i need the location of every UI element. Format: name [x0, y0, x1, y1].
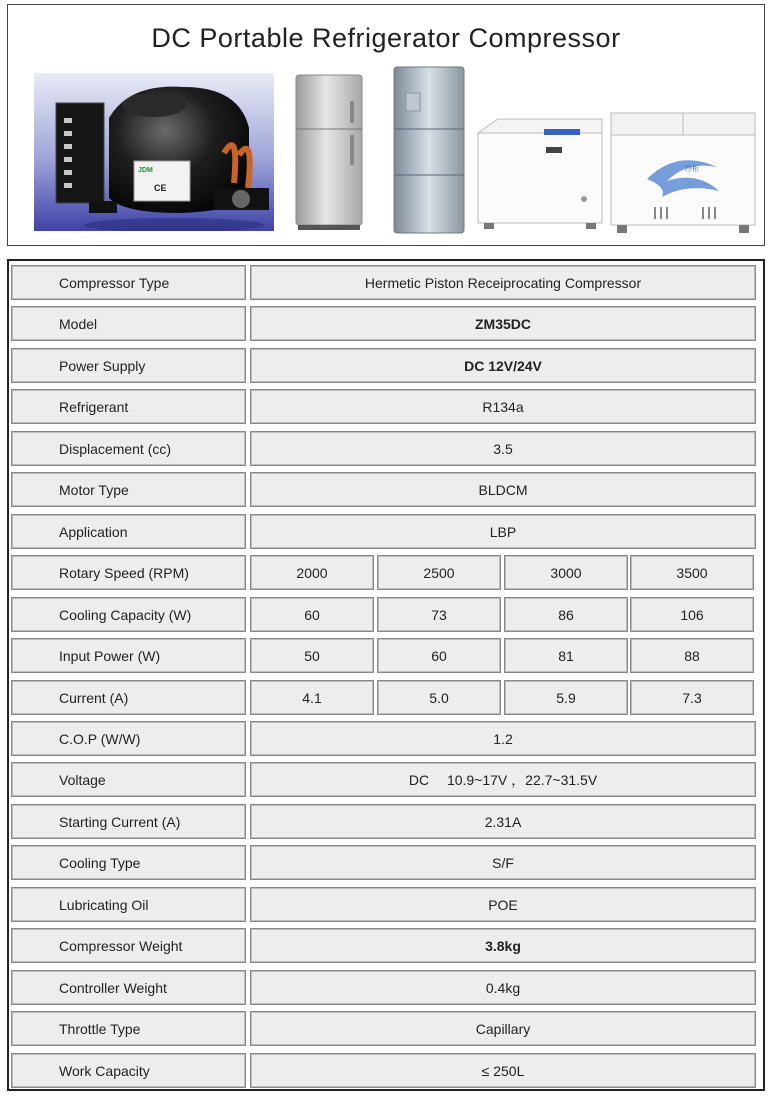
- spec-value: POE: [250, 887, 756, 922]
- spec-table: [7, 259, 765, 1091]
- spec-value: R134a: [250, 389, 756, 424]
- spec-label: Displacement (cc): [11, 431, 246, 466]
- spec-value: 1.2: [250, 721, 756, 756]
- spec-label: Motor Type: [11, 472, 246, 507]
- ce-mark: CE: [154, 183, 167, 193]
- spec-subvalue: 50: [250, 638, 374, 673]
- spec-label: Model: [11, 306, 246, 341]
- spec-subvalue: 60: [250, 597, 374, 632]
- spec-value: 2.31A: [250, 804, 756, 839]
- spec-subvalue: 73: [377, 597, 501, 632]
- spec-value: DC 12V/24V: [250, 348, 756, 383]
- spec-label: Current (A): [11, 680, 246, 715]
- spec-label: Work Capacity: [11, 1053, 246, 1088]
- spec-subvalue: 2000: [250, 555, 374, 590]
- spec-subvalue: 2500: [377, 555, 501, 590]
- spec-subvalue: 81: [504, 638, 628, 673]
- spec-label: Compressor Type: [11, 265, 246, 300]
- chest-freezer-large-photo: [607, 109, 759, 237]
- spec-subvalue: 5.9: [504, 680, 628, 715]
- spec-subvalue: 4.1: [250, 680, 374, 715]
- spec-value: BLDCM: [250, 472, 756, 507]
- page-title: DC Portable Refrigerator Compressor: [151, 23, 621, 53]
- spec-label: Starting Current (A): [11, 804, 246, 839]
- spec-value: DC 10.9~17V ，22.7~31.5V: [250, 762, 756, 797]
- spec-value: 3.8kg: [250, 928, 756, 963]
- spec-subvalue: 86: [504, 597, 628, 632]
- spec-label: Lubricating Oil: [11, 887, 246, 922]
- spec-subvalue: 3000: [504, 555, 628, 590]
- fridge-two-door-photo: [292, 71, 368, 233]
- spec-label: Cooling Capacity (W): [11, 597, 246, 632]
- spec-value: Capillary: [250, 1011, 756, 1046]
- chest-freezer-small-photo: [474, 113, 606, 233]
- spec-value: 3.5: [250, 431, 756, 466]
- spec-subvalue: 7.3: [630, 680, 754, 715]
- spec-subvalue: 3500: [630, 555, 754, 590]
- spec-value: LBP: [250, 514, 756, 549]
- spec-label: Cooling Type: [11, 845, 246, 880]
- spec-value: Hermetic Piston Receiprocating Compressor: [250, 265, 756, 300]
- spec-label: C.O.P (W/W): [11, 721, 246, 756]
- spec-label: Refrigerant: [11, 389, 246, 424]
- compressor-logo: JDM: [138, 167, 153, 174]
- spec-subvalue: 5.0: [377, 680, 501, 715]
- fridge-three-door-photo: [388, 63, 470, 239]
- spec-label: Power Supply: [11, 348, 246, 383]
- spec-label: Voltage: [11, 762, 246, 797]
- spec-value: S/F: [250, 845, 756, 880]
- spec-label: Rotary Speed (RPM): [11, 555, 246, 590]
- spec-subvalue: 60: [377, 638, 501, 673]
- spec-subvalue: 88: [630, 638, 754, 673]
- freezer-decal: 冷柜: [685, 165, 699, 173]
- compressor-photo: [34, 73, 274, 231]
- spec-label: Input Power (W): [11, 638, 246, 673]
- header-panel: [7, 4, 765, 246]
- spec-label: Throttle Type: [11, 1011, 246, 1046]
- spec-value: ZM35DC: [250, 306, 756, 341]
- spec-label: Application: [11, 514, 246, 549]
- spec-label: Compressor Weight: [11, 928, 246, 963]
- spec-label: Controller Weight: [11, 970, 246, 1005]
- spec-value: 0.4kg: [250, 970, 756, 1005]
- spec-value: ≤ 250L: [250, 1053, 756, 1088]
- spec-subvalue: 106: [630, 597, 754, 632]
